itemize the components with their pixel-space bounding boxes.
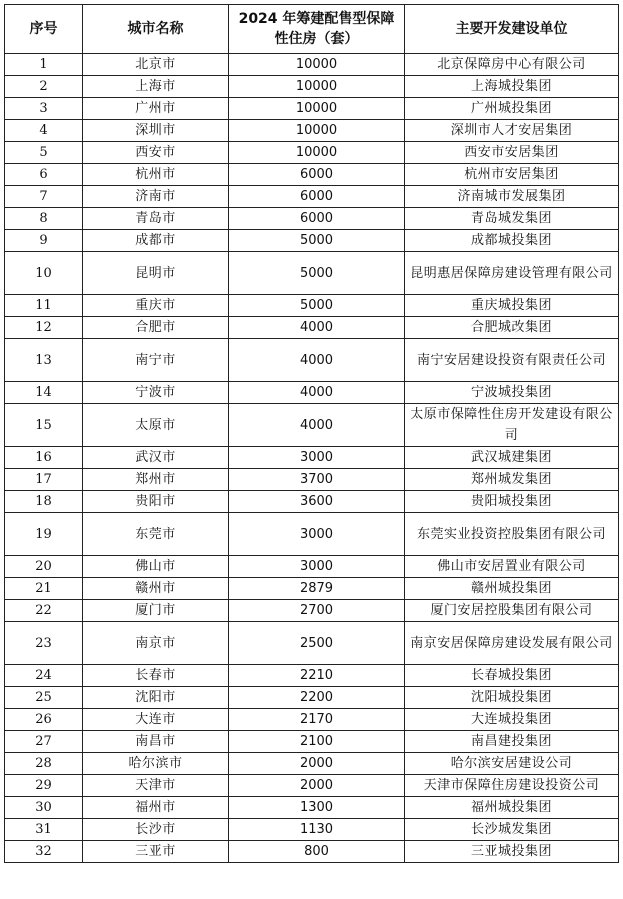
header-units: 2024 年筹建配售型保障性住房（套） <box>229 5 405 54</box>
row-units: 800 <box>229 841 405 863</box>
row-index: 2 <box>5 76 83 98</box>
row-city: 贵阳市 <box>83 491 229 513</box>
row-city: 合肥市 <box>83 317 229 339</box>
row-index: 26 <box>5 709 83 731</box>
row-city: 西安市 <box>83 142 229 164</box>
header-city: 城市名称 <box>83 5 229 54</box>
table-row <box>5 709 619 731</box>
table-row <box>5 797 619 819</box>
table-container <box>4 4 619 863</box>
table-row <box>5 731 619 753</box>
row-units: 3000 <box>229 513 405 556</box>
row-city: 郑州市 <box>83 469 229 491</box>
row-developer: 西安市安居集团 <box>405 142 619 164</box>
row-index: 21 <box>5 578 83 600</box>
table-row <box>5 404 619 447</box>
row-city: 赣州市 <box>83 578 229 600</box>
table-row <box>5 142 619 164</box>
table-row <box>5 339 619 382</box>
row-units: 10000 <box>229 98 405 120</box>
row-index: 32 <box>5 841 83 863</box>
row-units: 5000 <box>229 295 405 317</box>
row-index: 5 <box>5 142 83 164</box>
row-units: 1130 <box>229 819 405 841</box>
row-units: 2100 <box>229 731 405 753</box>
row-developer: 天津市保障住房建设投资公司 <box>405 775 619 797</box>
table-row <box>5 382 619 404</box>
table-row <box>5 186 619 208</box>
table-row <box>5 317 619 339</box>
housing-table <box>4 4 619 863</box>
table-row <box>5 98 619 120</box>
row-units: 4000 <box>229 404 405 447</box>
row-developer: 深圳市人才安居集团 <box>405 120 619 142</box>
row-city: 佛山市 <box>83 556 229 578</box>
row-units: 3600 <box>229 491 405 513</box>
row-developer: 昆明惠居保障房建设管理有限公司 <box>405 252 619 295</box>
row-developer: 沈阳城投集团 <box>405 687 619 709</box>
row-units: 3700 <box>229 469 405 491</box>
row-city: 南宁市 <box>83 339 229 382</box>
row-developer: 哈尔滨安居建设公司 <box>405 753 619 775</box>
row-city: 福州市 <box>83 797 229 819</box>
table-row <box>5 556 619 578</box>
header-developer: 主要开发建设单位 <box>405 5 619 54</box>
row-units: 10000 <box>229 76 405 98</box>
table-row <box>5 665 619 687</box>
row-developer: 青岛城发集团 <box>405 208 619 230</box>
row-index: 25 <box>5 687 83 709</box>
row-city: 长春市 <box>83 665 229 687</box>
table-header-row <box>5 5 619 54</box>
table-row <box>5 208 619 230</box>
table-row <box>5 54 619 76</box>
row-developer: 佛山市安居置业有限公司 <box>405 556 619 578</box>
row-index: 13 <box>5 339 83 382</box>
table-row <box>5 252 619 295</box>
row-city: 哈尔滨市 <box>83 753 229 775</box>
row-units: 5000 <box>229 252 405 295</box>
row-index: 9 <box>5 230 83 252</box>
row-units: 3000 <box>229 556 405 578</box>
row-units: 5000 <box>229 230 405 252</box>
row-index: 22 <box>5 600 83 622</box>
row-city: 济南市 <box>83 186 229 208</box>
row-developer: 南宁安居建设投资有限责任公司 <box>405 339 619 382</box>
row-developer: 济南城市发展集团 <box>405 186 619 208</box>
row-units: 1300 <box>229 797 405 819</box>
table-row <box>5 469 619 491</box>
table-row <box>5 513 619 556</box>
table-row <box>5 687 619 709</box>
row-city: 南昌市 <box>83 731 229 753</box>
row-units: 10000 <box>229 54 405 76</box>
row-units: 4000 <box>229 382 405 404</box>
table-row <box>5 295 619 317</box>
row-index: 18 <box>5 491 83 513</box>
row-developer: 南昌建投集团 <box>405 731 619 753</box>
row-index: 29 <box>5 775 83 797</box>
row-index: 16 <box>5 447 83 469</box>
row-units: 10000 <box>229 142 405 164</box>
row-developer: 重庆城投集团 <box>405 295 619 317</box>
row-units: 4000 <box>229 317 405 339</box>
row-index: 28 <box>5 753 83 775</box>
row-units: 6000 <box>229 186 405 208</box>
row-developer: 上海城投集团 <box>405 76 619 98</box>
row-city: 长沙市 <box>83 819 229 841</box>
table-row <box>5 841 619 863</box>
row-units: 3000 <box>229 447 405 469</box>
header-index: 序号 <box>5 5 83 54</box>
row-city: 天津市 <box>83 775 229 797</box>
row-index: 20 <box>5 556 83 578</box>
row-developer: 长春城投集团 <box>405 665 619 687</box>
row-units: 6000 <box>229 208 405 230</box>
table-row <box>5 76 619 98</box>
row-index: 31 <box>5 819 83 841</box>
row-city: 深圳市 <box>83 120 229 142</box>
row-index: 7 <box>5 186 83 208</box>
table-row <box>5 622 619 665</box>
row-units: 2200 <box>229 687 405 709</box>
row-index: 3 <box>5 98 83 120</box>
row-index: 24 <box>5 665 83 687</box>
row-city: 三亚市 <box>83 841 229 863</box>
table-row <box>5 447 619 469</box>
row-developer: 福州城投集团 <box>405 797 619 819</box>
row-index: 12 <box>5 317 83 339</box>
row-city: 青岛市 <box>83 208 229 230</box>
row-developer: 合肥城改集团 <box>405 317 619 339</box>
row-city: 厦门市 <box>83 600 229 622</box>
row-developer: 宁波城投集团 <box>405 382 619 404</box>
row-developer: 成都城投集团 <box>405 230 619 252</box>
row-city: 上海市 <box>83 76 229 98</box>
row-developer: 武汉城建集团 <box>405 447 619 469</box>
row-index: 19 <box>5 513 83 556</box>
row-city: 武汉市 <box>83 447 229 469</box>
row-developer: 太原市保障性住房开发建设有限公司 <box>405 404 619 447</box>
row-index: 17 <box>5 469 83 491</box>
row-index: 4 <box>5 120 83 142</box>
row-developer: 长沙城发集团 <box>405 819 619 841</box>
row-units: 2879 <box>229 578 405 600</box>
row-index: 14 <box>5 382 83 404</box>
row-city: 太原市 <box>83 404 229 447</box>
row-index: 8 <box>5 208 83 230</box>
row-city: 东莞市 <box>83 513 229 556</box>
table-row <box>5 578 619 600</box>
row-units: 2000 <box>229 775 405 797</box>
table-row <box>5 491 619 513</box>
row-city: 沈阳市 <box>83 687 229 709</box>
row-index: 27 <box>5 731 83 753</box>
row-city: 广州市 <box>83 98 229 120</box>
row-units: 6000 <box>229 164 405 186</box>
table-row <box>5 753 619 775</box>
row-city: 宁波市 <box>83 382 229 404</box>
table-row <box>5 819 619 841</box>
row-developer: 厦门安居控股集团有限公司 <box>405 600 619 622</box>
row-developer: 三亚城投集团 <box>405 841 619 863</box>
row-units: 4000 <box>229 339 405 382</box>
table-row <box>5 120 619 142</box>
row-developer: 赣州城投集团 <box>405 578 619 600</box>
row-city: 杭州市 <box>83 164 229 186</box>
row-units: 2210 <box>229 665 405 687</box>
row-developer: 南京安居保障房建设发展有限公司 <box>405 622 619 665</box>
row-city: 昆明市 <box>83 252 229 295</box>
row-developer: 大连城投集团 <box>405 709 619 731</box>
row-developer: 东莞实业投资控股集团有限公司 <box>405 513 619 556</box>
row-developer: 北京保障房中心有限公司 <box>405 54 619 76</box>
row-units: 10000 <box>229 120 405 142</box>
row-index: 11 <box>5 295 83 317</box>
row-developer: 杭州市安居集团 <box>405 164 619 186</box>
row-city: 重庆市 <box>83 295 229 317</box>
row-index: 30 <box>5 797 83 819</box>
row-units: 2170 <box>229 709 405 731</box>
row-city: 南京市 <box>83 622 229 665</box>
row-developer: 广州城投集团 <box>405 98 619 120</box>
table-row <box>5 775 619 797</box>
row-city: 大连市 <box>83 709 229 731</box>
row-developer: 郑州城发集团 <box>405 469 619 491</box>
row-city: 北京市 <box>83 54 229 76</box>
table-row <box>5 230 619 252</box>
table-row <box>5 600 619 622</box>
table-row <box>5 164 619 186</box>
row-city: 成都市 <box>83 230 229 252</box>
row-index: 23 <box>5 622 83 665</box>
row-units: 2000 <box>229 753 405 775</box>
row-index: 6 <box>5 164 83 186</box>
table-body <box>5 54 619 863</box>
row-units: 2700 <box>229 600 405 622</box>
row-units: 2500 <box>229 622 405 665</box>
row-index: 1 <box>5 54 83 76</box>
row-developer: 贵阳城投集团 <box>405 491 619 513</box>
row-index: 15 <box>5 404 83 447</box>
row-index: 10 <box>5 252 83 295</box>
